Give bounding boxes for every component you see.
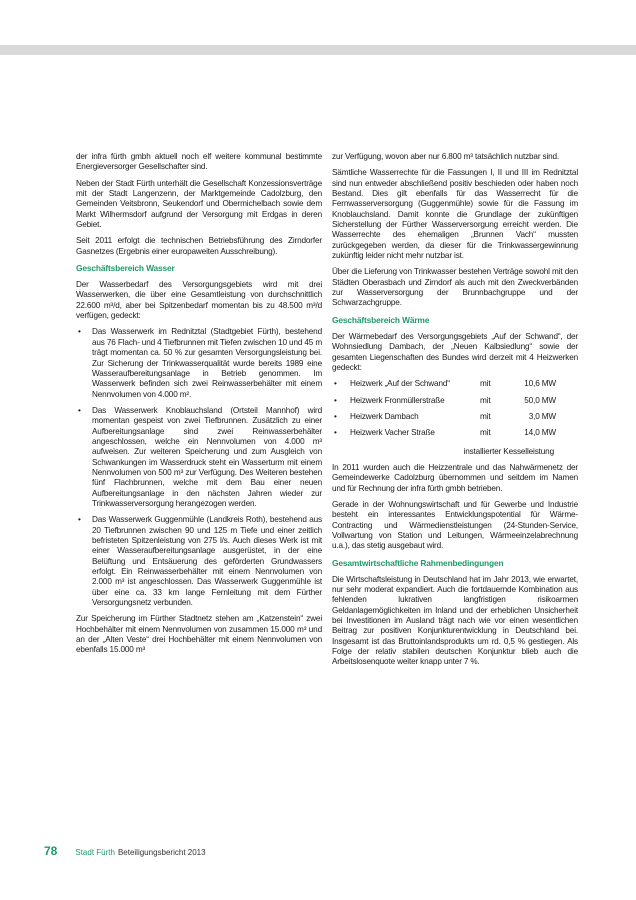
right-column: [332, 152, 578, 674]
bullet-icon: •: [334, 428, 337, 438]
heizwerk-name: Heizwerk „Auf der Schwand“: [350, 379, 450, 389]
section-heading-waerme: Geschäftsbereich Wärme: [332, 314, 430, 325]
paragraph: Der Wärmebedarf des Versorgungsgebiets „Auf der Schwand“, der Wohnsiedlung Dambach, der „Neuen Kalbsiedlung“ sowie der gesamten Liegenschaften des Bundes wird derzeit mit 4 Heizwerken gedeckt:: [332, 331, 578, 372]
paragraph: Seit 2011 erfolgt die technischen Betriebsführung des Zirndorfer Gasnetzes (Ergebnis einer europaweiten Ausschreibung).: [76, 236, 322, 256]
heizwerk-mit: mit: [480, 428, 491, 438]
paragraph: Sämtliche Wasserrechte für die Fassungen I, II und III im Rednitztal sind nun entweder abschließend positiv beschieden oder haben noch Bestand. Dies gilt ebenfalls für das Wasserrecht für die Fernwasserversorgung (Guggenmühle) sowie für die Fassung im Knoblauchsland. Damit konnte die Grundlage der zukünftigen Sicherstellung der Fürther Wasserversorgung erreicht werden. Die Wasserrechte des ehemaligen „Brunnen Vach“ mussten zurückgegeben werden, da dieser für die Trinkwassergewinnung zukünftig leider nicht mehr nutzbar ist.: [332, 168, 578, 261]
heizwerk-value: 50,0 MW: [524, 395, 556, 405]
heizwerk-name: Heizwerk Vacher Straße: [350, 428, 435, 438]
heizwerk-mit: mit: [480, 379, 491, 389]
footer-brand: Stadt Fürth: [75, 848, 115, 857]
table-row: [332, 379, 556, 395]
list-item: • Das Wasserwerk Knoblauchsland (Ortsteil Mannhof) wird momentan gespeist von zwei Tiefbrunnen. Zusätzlich zu einer Aufbereitungsanlage sind zwei Reinwasserbehälter angeschlossen, welche ein Nennvolumen von 4.000 m³ aufweisen. Zur weiteren Speicherung und zum Ausgleich von Schwankungen im Wasserdruck steht ein Wasserturm mit einem Nennvolumen von 500 m³ zur Verfügung. Des Weiteren bestehen fünf Flachbrunnen, welche mit dem Bau einer neuen Aufbereitungsanlage in den nächsten Jahren wieder zur Trinkwasserversorgung herangezogen werden.: [76, 406, 322, 509]
heizwerk-value: 14,0 MW: [524, 428, 556, 438]
header-bar: [0, 45, 636, 55]
paragraph: Der Wasserbedarf des Versorgungsgebiets wird mit drei Wasserwerken, die über eine Gesamtleistung von durchschnittlich 22.600 m³/d, aber bei Spitzenbedarf momentan bis zu 48.500 m³/d verfügen, gedeckt:: [76, 280, 322, 321]
bullet-icon: •: [334, 379, 337, 389]
paragraph: Zur Speicherung im Fürther Stadtnetz stehen am „Katzenstein“ zwei Hochbehälter mit einem Nennvolumen von zusammen 15.000 m³ und an der „Alten Veste“ drei Hochbehälter mit einem Nennvolumen von ebenfalls 15.000 m³: [76, 614, 322, 655]
paragraph: Gerade in der Wohnungswirtschaft und für Gewerbe und Industrie besteht ein interessantes Entwicklungspotential für Wärme-Contracting und Wärmedienstleistungen (24-Stunden-Service, Vollwartung von Station und Leitungen, Wärmeeinzelabrechnung u.a.), das stetig ausgebaut wird.: [332, 499, 578, 551]
page-footer: [44, 844, 206, 858]
table-row: [332, 412, 556, 428]
wasserwerk-list: [76, 327, 322, 608]
section-heading-rahmen: Gesamtwirtschaftliche Rahmenbedingungen: [332, 557, 504, 568]
left-column: [76, 152, 322, 662]
paragraph: In 2011 wurden auch die Heizzentrale und das Nahwärmenetz der Gemeindewerke Cadolzburg übernommen und seitdem im Namen und für Rechnung der infra fürth gmbh betrieben.: [332, 462, 578, 493]
heizwerk-name: Heizwerk Dambach: [350, 411, 419, 421]
heizwerk-value: 10,6 MW: [524, 379, 556, 389]
heizwerk-name: Heizwerk Fronmüllerstraße: [350, 395, 445, 405]
footer-title: Beteiligungsbericht 2013: [117, 848, 206, 857]
heizwerk-mit: mit: [480, 411, 491, 421]
paragraph: zur Verfügung, wovon aber nur 6.800 m³ tatsächlich nutzbar sind.: [332, 152, 560, 161]
bullet-icon: •: [334, 395, 337, 405]
paragraph: Über die Lieferung von Trinkwasser bestehen Verträge sowohl mit den Städten Oberasbach und Zirndorf als auch mit den Zweckverbänden zur Wasserversorgung der Brunnbachgruppe und der Schwarzachgruppe.: [332, 267, 578, 308]
paragraph: Die Wirtschaftsleistung in Deutschland hat im Jahr 2013, wie erwartet, nur sehr moderat expandiert. Auch die fortdauernde Kombination aus fehlenden lukrativen langfristigen risikoarmen Geldanlagemöglichkeiten im Inland und der erheblichen Unsicherheit bei Investitionen im Ausland trägt nach wie vor einen wesentlichen Beitrag zur positiven Konjunkturentwicklung in Deutschland bei. Insgesamt ist das Bruttoinlandsprodukts um rd. 0,5 % gestiegen. Als Folge der relativ stabilen deutschen Konjunktur blieb auch die Arbeitslosenquote weiter knapp unter 7 %.: [332, 574, 578, 667]
paragraph: der infra fürth gmbh aktuell noch elf weitere kommunal bestimmte Energieversorger Gesellschafter sind.: [76, 152, 322, 172]
heizwerk-value: 3,0 MW: [528, 411, 556, 421]
table-row: [332, 428, 556, 444]
kessel-note: installierter Kesselleistung: [463, 446, 554, 456]
table-row: [332, 396, 556, 412]
paragraph: Neben der Stadt Fürth unterhält die Gesellschaft Konzessionsverträge mit der Stadt Langenzenn, der Marktgemeinde Cadolzburg, den Gemeinden Veitsbronn, Seukendorf und Obermichelbach sowie dem Markt Wilhermsdorf aufgrund der Versorgung mit Erdgas in deren Gebiet.: [76, 178, 322, 230]
heizwerk-table: [332, 379, 556, 444]
page-number: 78: [44, 844, 58, 858]
list-item: • Das Wasserwerk im Rednitztal (Stadtgebiet Fürth), bestehend aus 76 Flach- und 4 Tiefbrunnen mit Tiefen zwischen 10 und 45 m trägt momentan ca. 50 % zur gesamten Versorgungsleistung bei. Zur Sicherung der Trinkwasserqualität wurde bereits 1989 eine Wasseraufbereitungsanlage in Betrieb genommen. Im Wasserwerk befinden sich zwei Reinwasserbehälter mit einem Nennvolumen von 4.000 m².: [76, 327, 322, 399]
heizwerk-mit: mit: [480, 395, 491, 405]
bullet-icon: •: [334, 411, 337, 421]
list-item: • Das Wasserwerk Guggenmühle (Landkreis Roth), bestehend aus 20 Tiefbrunnen zwischen 90 und 125 m Tiefe und einer zeitlich befristeten Spitzenleistung von 275 l/s. Auch dieses Werk ist mit einer Wasseraufbereitungsanlage ausgerüstet, in der eine Belüftung und Entsäuerung des geförderten Grundwassers erfolgt. Ein Reinwasserbehälter mit einem Nennvolumen von 2.000 m³ ist angeschlossen. Das Wasserwerk Guggenmühle ist über eine ca. 33 km lange Fernleitung mit dem Fürther Versorgungsnetz verbunden.: [76, 515, 322, 608]
section-heading-wasser: Geschäftsbereich Wasser: [76, 263, 175, 274]
